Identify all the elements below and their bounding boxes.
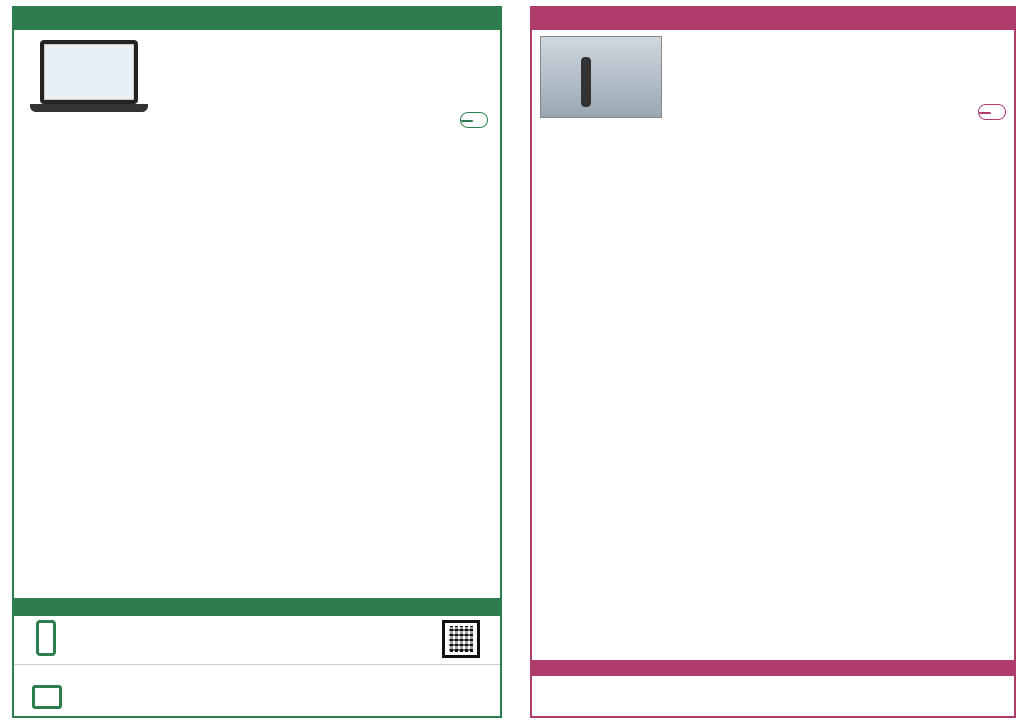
qr-code-icon[interactable]	[442, 620, 480, 658]
apply-method-box	[14, 616, 500, 664]
seminar-panel	[530, 6, 1016, 718]
seminar-apply-header	[532, 660, 1014, 676]
seminar-photo	[540, 36, 662, 118]
viewing-info	[14, 664, 500, 718]
elearning-panel	[12, 6, 502, 718]
seminar-header	[532, 8, 1014, 30]
capacity-tag	[461, 120, 473, 122]
seminar-capacity	[978, 104, 1006, 120]
elearning-intro	[14, 30, 500, 128]
mail-icon	[32, 685, 62, 709]
elearning-capacity	[460, 112, 488, 128]
smartphone-icon	[36, 620, 56, 656]
laptop-icon	[30, 40, 148, 114]
elearning-header	[14, 8, 500, 30]
apply-method-header	[14, 598, 500, 616]
capacity-tag	[979, 112, 991, 114]
seminar-intro	[532, 30, 1014, 126]
